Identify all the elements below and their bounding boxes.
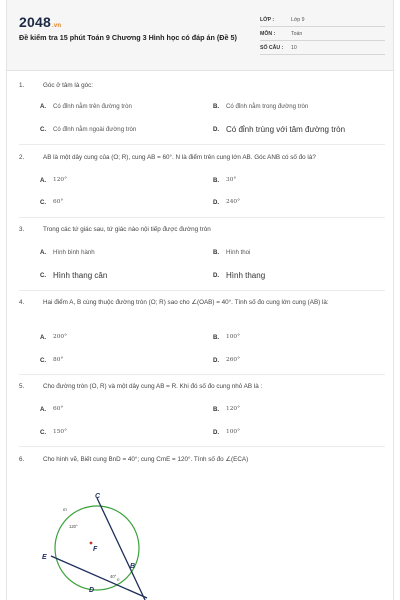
- geometry-figure: [37, 488, 157, 600]
- meta-row-class: [260, 14, 385, 27]
- option-letter: A.: [40, 249, 47, 256]
- option-text: 260°: [226, 357, 240, 363]
- label-arc-40: 40°: [110, 574, 117, 579]
- label-e: E: [42, 554, 47, 561]
- label-m: m: [63, 507, 67, 512]
- question-text: Hai điểm A, B cùng thuộc đường tròn (O; R) sao cho ∠(OAB) = 40°. Tính số đo cung lớn cung (AB) là:: [43, 299, 329, 306]
- option-letter: C.: [40, 199, 47, 206]
- question-number: 2.: [19, 154, 25, 161]
- label-n: n: [117, 577, 120, 582]
- option-text: Hình thoi: [226, 249, 251, 256]
- question-number: 6.: [19, 456, 25, 463]
- question-number: 5.: [19, 383, 25, 390]
- option-text: Hình thang: [226, 271, 266, 280]
- divider: [19, 446, 385, 447]
- label-c: C: [95, 493, 101, 500]
- meta-label: SỐ CÂU :: [260, 45, 284, 51]
- option-text: 60°: [53, 406, 64, 412]
- option-text: 80°: [53, 357, 64, 363]
- option-letter: B.: [213, 103, 220, 110]
- meta-value: Toán: [291, 31, 303, 37]
- question-text: Trong các tứ giác sau, tứ giác nào nội tiếp được đường tròn: [43, 226, 211, 233]
- option-letter: C.: [40, 272, 47, 279]
- option-text: 60°: [53, 199, 64, 205]
- option-letter: B.: [213, 406, 220, 413]
- label-d: D: [89, 587, 95, 594]
- quiz-title: Đề kiểm tra 15 phút Toán 9 Chương 3 Hình học có đáp án (Đề 5): [19, 33, 237, 42]
- option-letter: D.: [213, 357, 220, 364]
- option-letter: C.: [40, 357, 47, 364]
- option-text: Hình thang cân: [53, 271, 108, 280]
- option-text: Hình bình hành: [53, 249, 95, 256]
- option-text: 100°: [226, 429, 240, 435]
- meta-row-count: [260, 42, 385, 55]
- question-number: 1.: [19, 82, 25, 89]
- option-text: Có đỉnh nằm trên đường tròn: [53, 103, 132, 110]
- option-letter: D.: [213, 126, 220, 133]
- label-arc-120: 120°: [69, 524, 78, 529]
- meta-value: 10: [291, 45, 297, 51]
- divider: [19, 374, 385, 375]
- option-letter: B.: [213, 334, 220, 341]
- option-text: 120°: [53, 177, 67, 183]
- label-b: B: [130, 563, 136, 570]
- divider: [19, 217, 385, 218]
- option-text: 120°: [226, 406, 240, 412]
- question-text: Cho hình vẽ, Biết cung BnD = 40°; cung CmE = 120°. Tính số đo ∠(ECA): [43, 456, 249, 463]
- quiz-header: [7, 0, 393, 71]
- question-number: 4.: [19, 299, 25, 306]
- option-letter: D.: [213, 199, 220, 206]
- option-letter: B.: [213, 249, 220, 256]
- option-text: Có đỉnh trùng với tâm đường tròn: [226, 125, 346, 134]
- meta-label: LỚP :: [260, 17, 275, 23]
- question-text: Góc ở tâm là góc:: [43, 82, 93, 89]
- question-text: AB là một dây cung của (O; R), cung AB = 60°. N là điểm trên cung lớn AB. Góc ANB có số đo là?: [43, 154, 316, 161]
- divider: [19, 144, 385, 145]
- option-letter: A.: [40, 406, 47, 413]
- quiz-page: [6, 0, 394, 600]
- quiz-meta: [260, 14, 385, 56]
- logo-text: 2048: [19, 14, 51, 30]
- meta-row-subject: [260, 28, 385, 41]
- option-letter: A.: [40, 177, 47, 184]
- option-letter: C.: [40, 429, 47, 436]
- meta-value: Lớp 9: [291, 17, 305, 23]
- meta-label: MÔN :: [260, 31, 276, 37]
- label-f: F: [93, 546, 98, 553]
- question-number: 3.: [19, 226, 25, 233]
- option-letter: D.: [213, 272, 220, 279]
- option-text: 30°: [226, 177, 237, 183]
- site-logo[interactable]: [19, 14, 61, 30]
- option-text: Có đỉnh nằm ngoài đường tròn: [53, 126, 137, 133]
- center-point: [90, 542, 93, 545]
- option-text: 200°: [53, 334, 67, 340]
- option-letter: B.: [213, 177, 220, 184]
- question-text: Cho đường tròn (O, R) và một dây cung AB = R. Khi đó số đo cung nhỏ AB là :: [43, 383, 263, 390]
- option-letter: A.: [40, 103, 47, 110]
- option-text: 150°: [53, 429, 67, 435]
- option-text: 100°: [226, 334, 240, 340]
- option-letter: A.: [40, 334, 47, 341]
- logo-tld: .vn: [51, 23, 62, 29]
- divider: [19, 290, 385, 291]
- option-letter: D.: [213, 429, 220, 436]
- option-text: Có đỉnh nằm trong đường tròn: [226, 103, 309, 110]
- option-text: 240°: [226, 199, 240, 205]
- option-letter: C.: [40, 126, 47, 133]
